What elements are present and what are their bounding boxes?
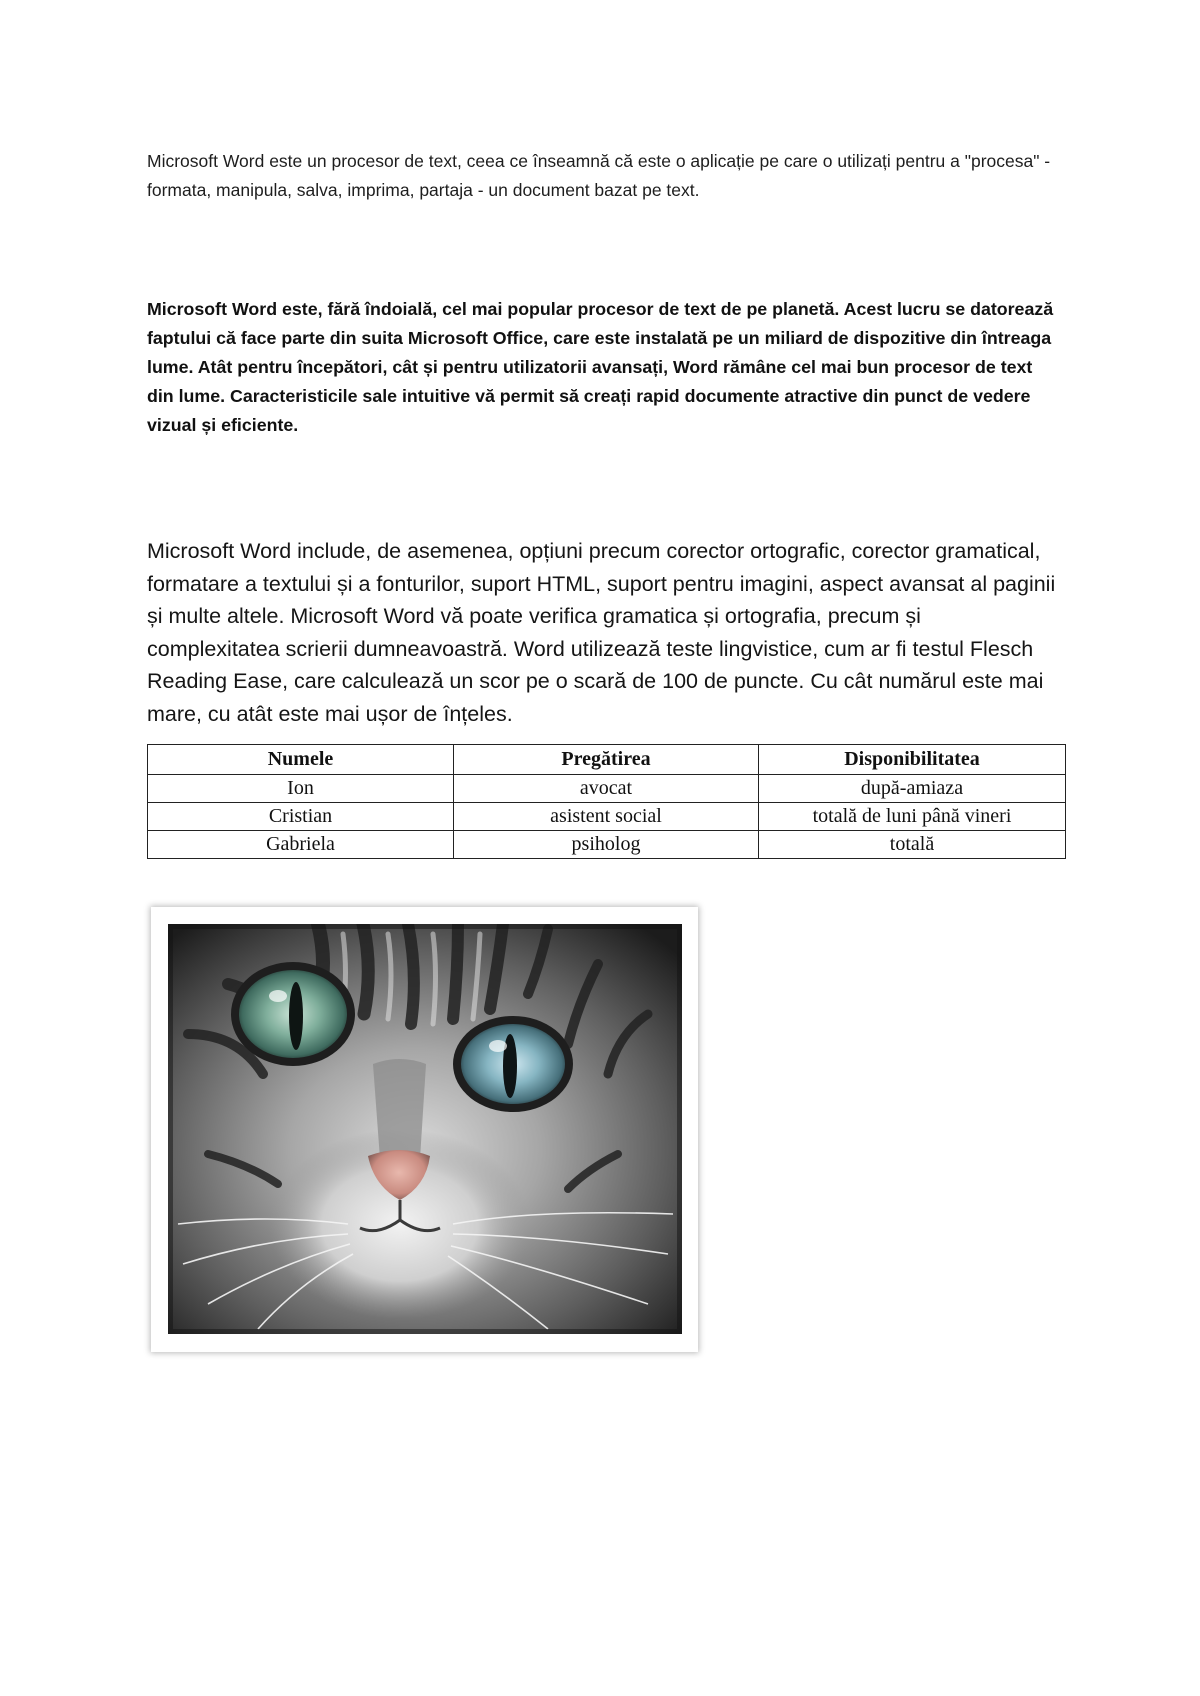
table-header-pregatirea: Pregătirea xyxy=(454,745,759,775)
paragraph-features: Microsoft Word include, de asemenea, opțiuni precum corector ortografic, corector gramatical, formatare a textului și a fonturilor, suport HTML, suport pentru imagini, aspect avansat al paginii și multe altele. Microsoft Word vă poate verifica gramatica și ortografia, precum și complexitatea scrierii dumneavoastră. Word utilizează teste lingvistice, cum ar fi testul Flesch Reading Ease, care calculează un scor pe o scară de 100 de puncte. Cu cât numărul este mai mare, cu atât este mai ușor de înțeles. xyxy=(147,539,1056,726)
table-row xyxy=(148,775,1066,803)
paragraph-bold-popularity: Microsoft Word este, fără îndoială, cel mai popular procesor de text de pe planetă. Acest lucru se datorează faptului că face parte din suita Microsoft Office, care este instalată pe un miliard de dispozitive din întreaga lume. Atât pentru începători, cât și pentru utilizatorii avansați, Word rămâne cel mai bun procesor de text din lume. Caracteristicile sale intuitive vă permit să creați rapid documente atractive din punct de vedere vizual și eficiente. xyxy=(147,299,1054,435)
table-cell-availability: totală de luni până vineri xyxy=(759,803,1066,831)
table-header-row xyxy=(148,745,1066,775)
cat-face-illustration xyxy=(168,924,682,1334)
table-row xyxy=(148,803,1066,831)
table-cell-availability: după-amiaza xyxy=(759,775,1066,803)
table-cell-name: Ion xyxy=(148,775,454,803)
table-cell-training: avocat xyxy=(454,775,759,803)
table-cell-name: Gabriela xyxy=(148,831,454,859)
table-header-numele: Numele xyxy=(148,745,454,775)
paragraph-intro: Microsoft Word este un procesor de text, ceea ce înseamnă că este o aplicație pe care o utilizați pentru a "procesa" - formata, manipula, salva, imprima, partaja - un document bazat pe text. xyxy=(147,151,1051,200)
table-cell-availability: totală xyxy=(759,831,1066,859)
table-header-disponibilitatea: Disponibilitatea xyxy=(759,745,1066,775)
cat-photo xyxy=(168,924,682,1334)
image-frame xyxy=(151,907,698,1352)
table-cell-training: psiholog xyxy=(454,831,759,859)
table-row xyxy=(148,831,1066,859)
table-cell-training: asistent social xyxy=(454,803,759,831)
people-table xyxy=(147,744,1066,859)
table-cell-name: Cristian xyxy=(148,803,454,831)
